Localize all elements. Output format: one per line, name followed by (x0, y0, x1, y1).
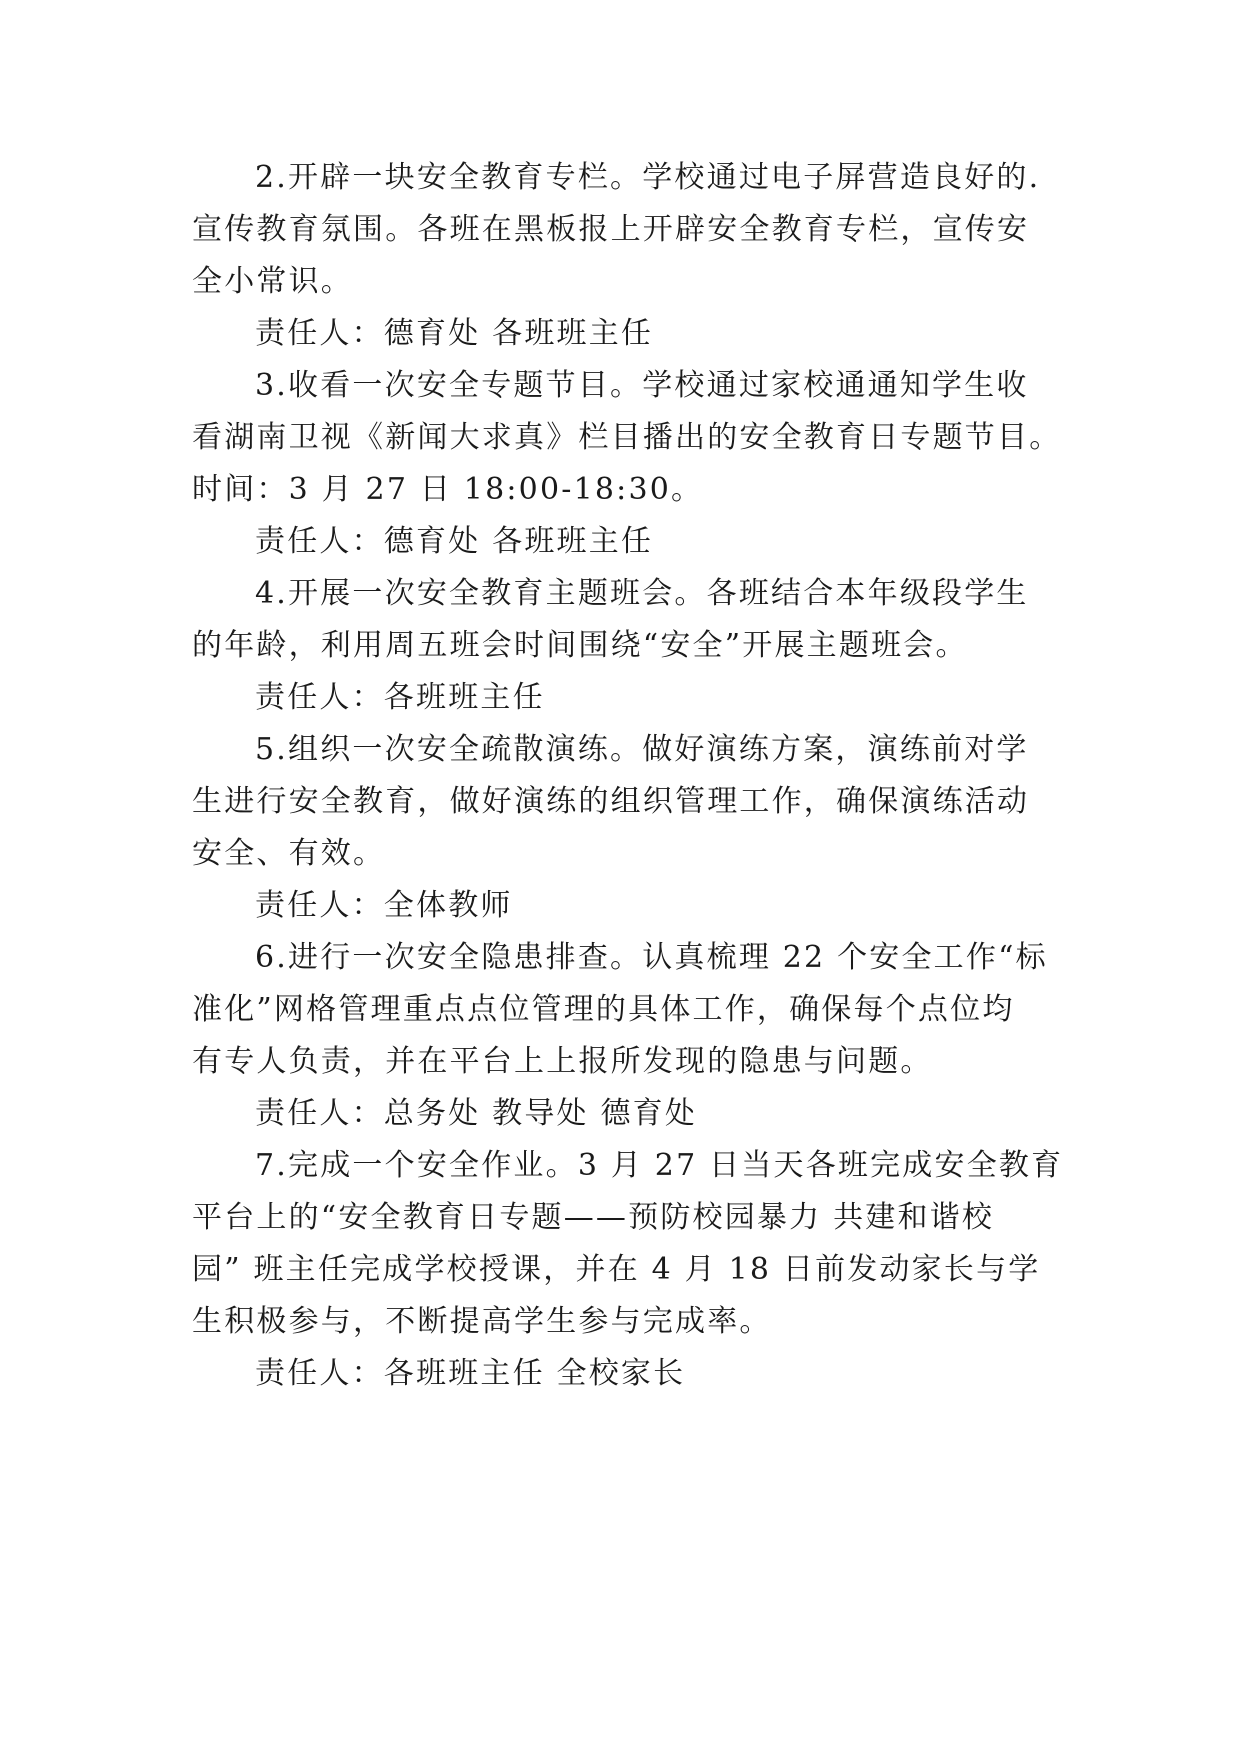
responsible-line-3: 责任人：德育处 各班班主任 (255, 524, 654, 559)
responsible-line-4: 责任人：各班班主任 (255, 680, 545, 715)
paragraph-2-line-2: 宣传教育氛围。各班在黑板报上开辟安全教育专栏，宣传安 (192, 212, 1030, 247)
paragraph-3-line-1: 3.收看一次安全专题节目。学校通过家校通通知学生收 (255, 368, 1029, 403)
paragraph-2-line-1: 2.开辟一块安全教育专栏。学校通过电子屏营造良好的. (255, 160, 1041, 195)
responsible-line-2: 责任人：德育处 各班班主任 (255, 316, 654, 351)
paragraph-7-line-1: 7.完成一个安全作业。3 月 27 日当天各班完成安全教育 (255, 1148, 1064, 1183)
paragraph-6-line-3: 有专人负责，并在平台上上报所发现的隐患与问题。 (192, 1044, 933, 1079)
paragraph-6-line-1: 6.进行一次安全隐患排查。认真梳理 22 个安全工作“标 (255, 940, 1048, 975)
paragraph-5-line-1: 5.组织一次安全疏散演练。做好演练方案，演练前对学 (255, 732, 1029, 767)
paragraph-3-line-2: 看湖南卫视《新闻大求真》栏目播出的安全教育日专题节目。 (192, 420, 1062, 455)
paragraph-5-line-3: 安全、有效。 (192, 836, 386, 871)
paragraph-7-line-4: 生积极参与，不断提高学生参与完成率。 (192, 1304, 772, 1339)
paragraph-2-line-3: 全小常识。 (192, 264, 353, 299)
responsible-line-7: 责任人：各班班主任 全校家长 (255, 1356, 686, 1391)
responsible-line-5: 责任人：全体教师 (255, 888, 513, 923)
paragraph-3-line-3: 时间：3 月 27 日 18:00-18:30。 (192, 472, 704, 507)
paragraph-4-line-2: 的年龄，利用周五班会时间围绕“安全”开展主题班会。 (192, 628, 968, 663)
responsible-line-6: 责任人：总务处 教导处 德育处 (255, 1096, 698, 1131)
paragraph-7-line-2: 平台上的“安全教育日专题——预防校园暴力 共建和谐校 (192, 1200, 995, 1235)
paragraph-4-line-1: 4.开展一次安全教育主题班会。各班结合本年级段学生 (255, 576, 1029, 611)
paragraph-7-line-3: 园” 班主任完成学校授课，并在 4 月 18 日前发动家长与学 (192, 1252, 1041, 1287)
paragraph-5-line-2: 生进行安全教育，做好演练的组织管理工作，确保演练活动 (192, 784, 1030, 819)
paragraph-6-line-2: 准化”网格管理重点点位管理的具体工作，确保每个点位均 (192, 992, 1015, 1027)
